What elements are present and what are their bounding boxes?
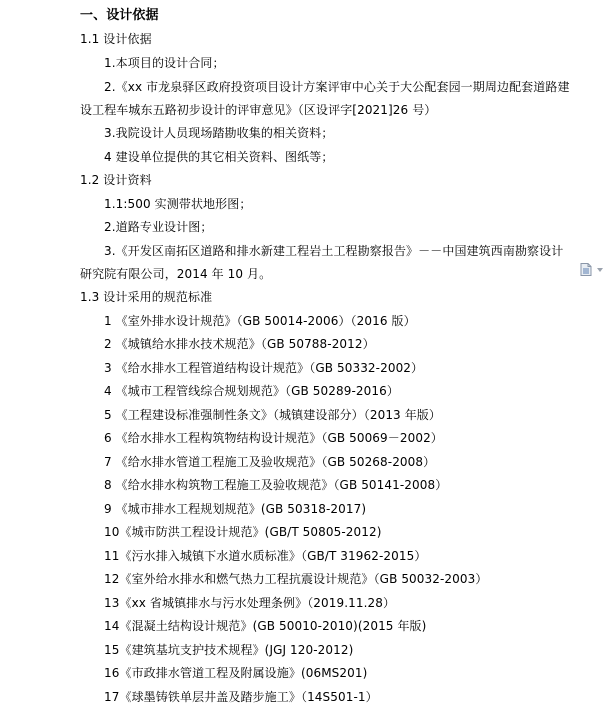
list-item: 16《市政排水管道工程及附属设施》(06MS201) <box>104 666 368 680</box>
list-item: 2.《xx 市龙泉驿区政府投资项目设计方案评审中心关于大公配套园一期周边配套道路建 <box>104 80 570 94</box>
list-item: 4 建设单位提供的其它相关资料、图纸等； <box>104 150 334 164</box>
list-item: 13《xx 省城镇排水与污水处理条例》（2019.11.28） <box>104 596 396 610</box>
list-item: 3.《开发区南拓区道路和排水新建工程岩土工程勘察报告》－－中国建筑西南勘察设计 <box>104 244 564 258</box>
list-item: 6 《给水排水工程构筑物结构设计规范》（GB 50069－2002） <box>104 431 443 445</box>
list-item: 17《球墨铸铁单层井盖及踏步施工》（14S501-1） <box>104 690 378 704</box>
list-item: 5 《工程建设标准强制性条文》（城镇建设部分）（2013 年版） <box>104 408 442 422</box>
chevron-down-icon[interactable] <box>597 268 603 272</box>
list-item: 3 《给水排水工程管道结构设计规范》（GB 50332-2002） <box>104 361 424 375</box>
list-item: 4 《城市工程管线综合规划规范》（GB 50289-2016） <box>104 384 399 398</box>
list-item: 11《污水排入城镇下水道水质标准》（GB/T 31962-2015） <box>104 549 427 563</box>
section-title: 一、设计依据 <box>80 8 159 23</box>
list-item: 1.1:500 实测带状地形图； <box>104 197 252 211</box>
list-item: 2.道路专业设计图； <box>104 220 213 234</box>
list-item: 8 《给水排水构筑物工程施工及验收规范》（GB 50141-2008） <box>104 478 448 492</box>
list-item: 9 《城市排水工程规划规范》(GB 50318-2017) <box>104 502 367 516</box>
list-item: 1.本项目的设计合同； <box>104 56 225 70</box>
list-item: 14《混凝土结构设计规范》(GB 50010-2010)(2015 年版) <box>104 619 427 633</box>
list-item: 7 《给水排水管道工程施工及验收规范》（GB 50268-2008） <box>104 455 436 469</box>
heading-1-2: 1.2 设计资料 <box>80 173 152 187</box>
list-item: 15《建筑基坑支护技术规程》(JGJ 120-2012) <box>104 643 354 657</box>
document-paste-icon[interactable] <box>580 263 592 276</box>
list-item: 2 《城镇给水排水技术规范》（GB 50788-2012） <box>104 337 375 351</box>
heading-1-1: 1.1 设计依据 <box>80 32 152 46</box>
heading-1-3: 1.3 设计采用的规范标准 <box>80 290 213 304</box>
list-item: 3.我院设计人员现场踏勘收集的相关资料； <box>104 126 334 140</box>
list-item: 设工程车城东五路初步设计的评审意见》（区设评字[2021]26 号） <box>80 103 437 117</box>
list-item: 12《室外给水排水和燃气热力工程抗震设计规范》（GB 50032-2003） <box>104 572 488 586</box>
list-item: 1 《室外排水设计规范》（GB 50014-2006）（2016 版） <box>104 314 416 328</box>
list-item: 10《城市防洪工程设计规范》(GB/T 50805-2012) <box>104 525 382 539</box>
list-item: 研究院有限公司，2014 年 10 月。 <box>80 267 272 281</box>
